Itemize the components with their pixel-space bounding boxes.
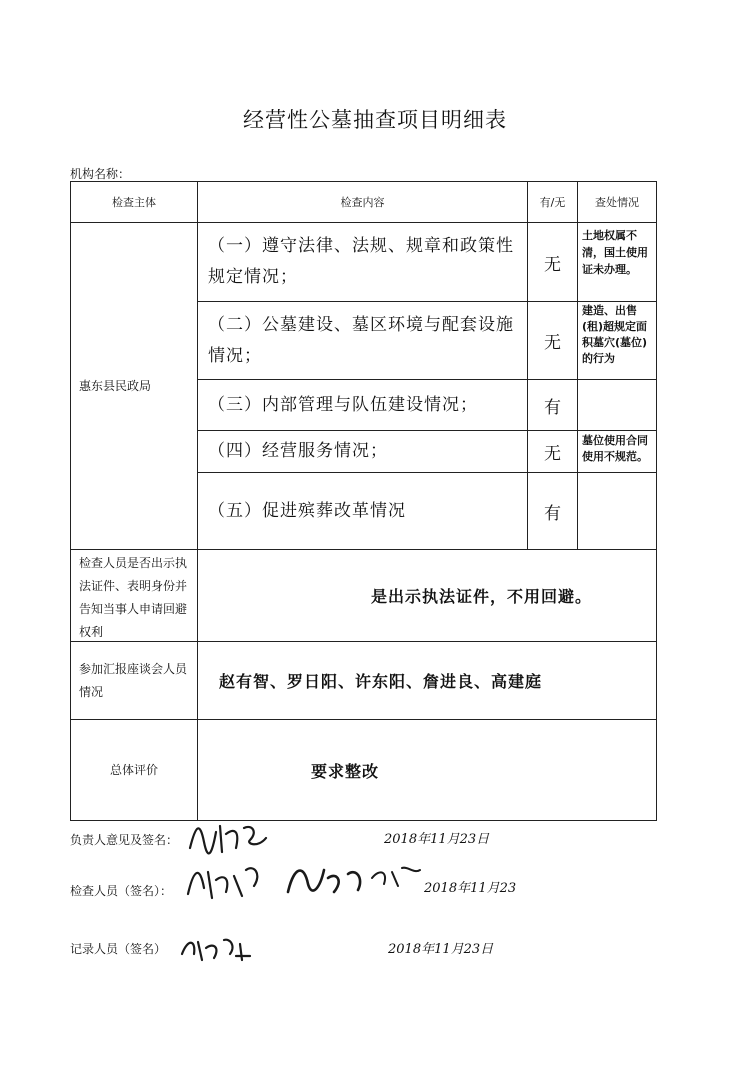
inspector-label: 检查人员（签名）： [70, 884, 173, 898]
inspection-table [70, 181, 657, 821]
leader-label: 负责人意见及签名： [70, 833, 179, 847]
header-result: 查处情况 [595, 196, 639, 209]
item-mark-1: 无 [544, 254, 561, 275]
attendees-label: 参加汇报座谈会人员情况 [79, 661, 188, 699]
leader-date: 2018年11月23日 [384, 832, 490, 847]
item-content-4: （四）经营服务情况； [208, 441, 388, 461]
header-content: 检查内容 [340, 196, 385, 209]
document-title: 经营性公墓抽查项目明细表 [243, 108, 507, 132]
item-content-3: （三）内部管理与队伍建设情况； [208, 394, 478, 415]
overall-label: 总体评价 [109, 762, 158, 777]
item-note-4: 墓位使用合同使用不规范。 [582, 434, 648, 463]
item-mark-5: 有 [544, 503, 561, 524]
item-note-1: 土地权属不清，国土使用证未办理。 [582, 229, 648, 276]
item-mark-4: 无 [544, 444, 561, 464]
item-content-2: （二）公墓建设、墓区环境与配套设施情况； [208, 314, 514, 366]
item-note-5 [578, 473, 656, 549]
item-note-2: 建造、出售(租)超规定面积墓穴(墓位)的行为 [582, 304, 648, 365]
org-name-label: 机构名称： [70, 167, 131, 181]
recorder-signature [178, 930, 258, 971]
handwritten-signature-icon [184, 858, 424, 908]
credentials-value: 是出示执法证件，不用回避。 [371, 587, 593, 606]
recorder-label: 记录人员（签名） [70, 942, 167, 956]
credentials-label: 检查人员是否出示执法证件、表明身份并告知当事人申请回避权利 [79, 556, 188, 639]
leader-signature [186, 818, 276, 863]
overall-value: 要求整改 [311, 761, 380, 781]
handwritten-signature-icon [186, 818, 276, 858]
item-note-3 [578, 380, 656, 430]
item-content-5: （五）促进殡葬改革情况 [208, 500, 406, 521]
item-mark-2: 无 [544, 333, 561, 353]
inspection-subject: 惠东县民政局 [79, 378, 152, 393]
inspector-date: 2018年11月23 [424, 881, 517, 896]
col-line-1b [197, 637, 198, 820]
header-subject: 检查主体 [112, 196, 156, 209]
header-yes-no: 有/无 [539, 196, 566, 209]
item-mark-3: 有 [544, 397, 561, 418]
inspector-signatures [184, 858, 424, 913]
item-content-1: （一）遵守法律、法规、规章和政策性规定情况； [208, 236, 514, 287]
recorder-date: 2018年11月23日 [388, 942, 494, 957]
attendees-value: 赵有智、罗日阳、许东阳、詹进良、高建庭 [219, 672, 543, 691]
handwritten-signature-icon [178, 930, 258, 966]
